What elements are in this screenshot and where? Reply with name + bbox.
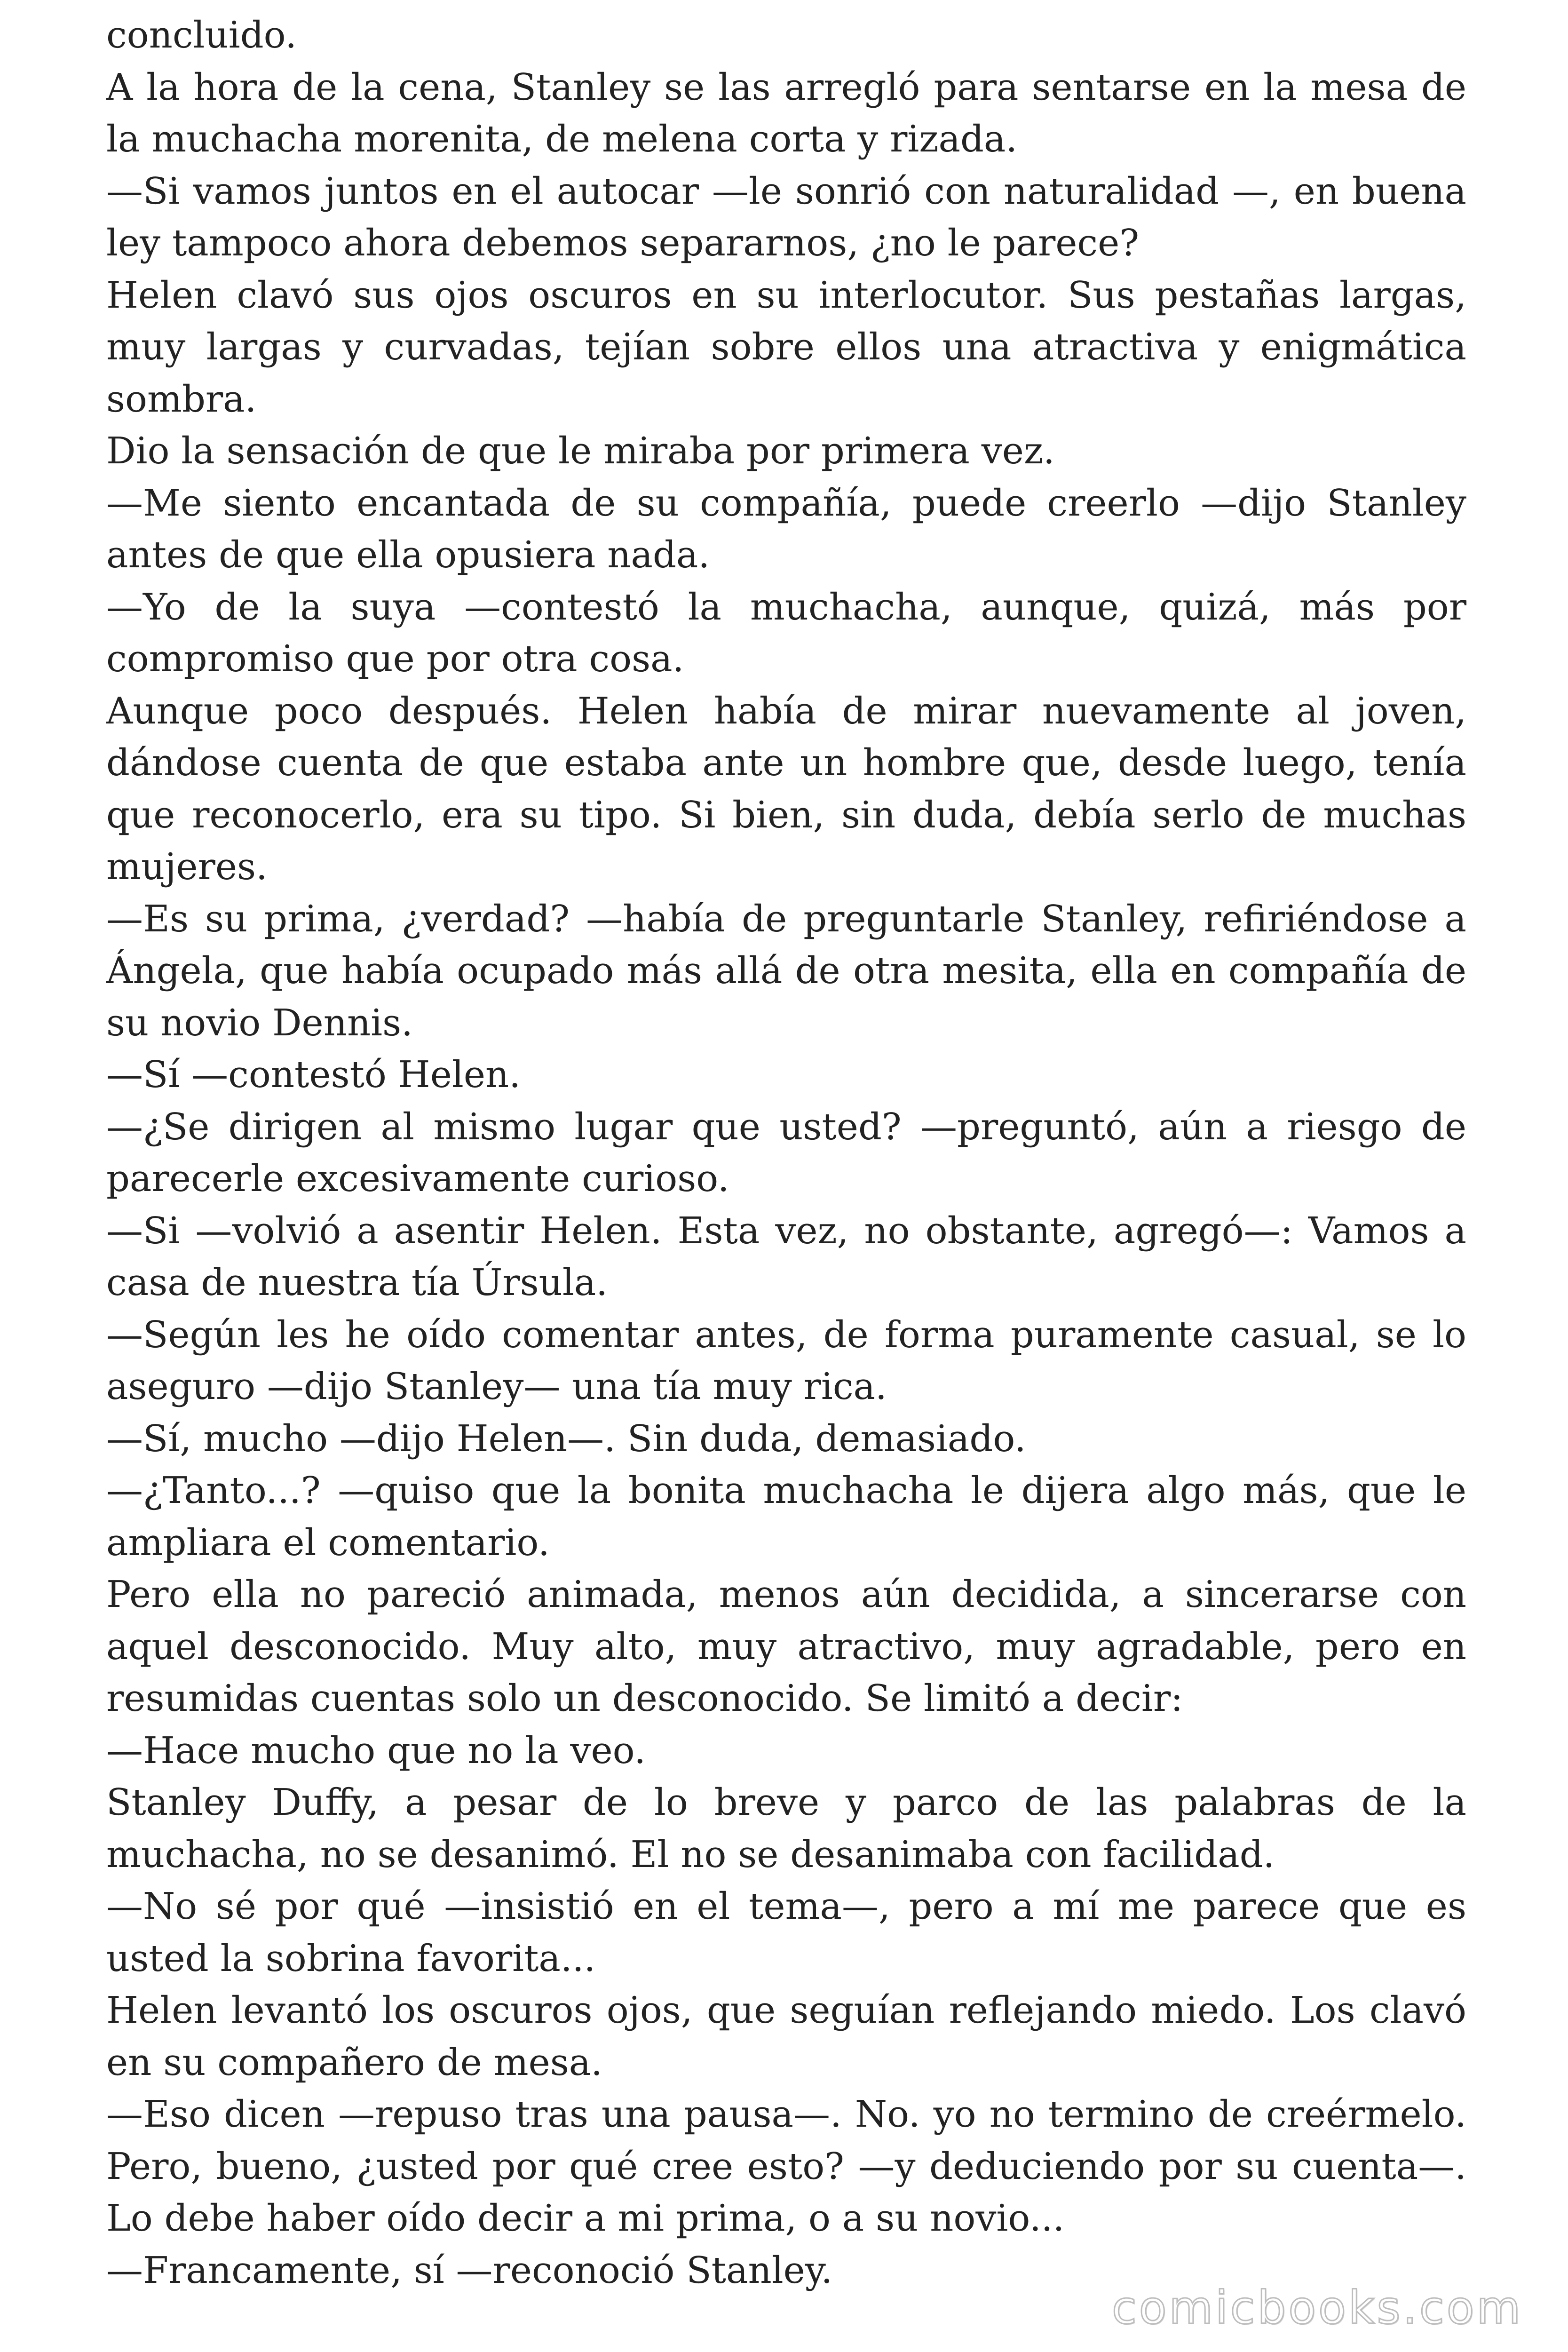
paragraph-15: —¿Tanto...? —quiso que la bonita muchacha le dijera algo más, que le ampliara el comentario. <box>106 1470 1466 1564</box>
paragraph-16: Pero ella no pareció animada, menos aún decidida, a sincerarse con aquel desconocido. Muy alto, muy atractivo, muy agradable, pero en resumidas cuentas solo un desconocido. Se limitó a decir: <box>106 1573 1466 1720</box>
paragraph-11: —¿Se dirigen al mismo lugar que usted? —preguntó, aún a riesgo de parecerle excesivamente curioso. <box>106 1105 1466 1200</box>
paragraph-6: —Me siento encantada de su compañía, puede creerlo —dijo Stanley antes de que ella opusiera nada. <box>106 482 1466 576</box>
paragraph-1: concluido. <box>106 14 297 56</box>
paragraph-20: Helen levantó los oscuros ojos, que seguían reflejando miedo. Los clavó en su compañero de mesa. <box>106 1989 1466 2084</box>
paragraph-2: A la hora de la cena, Stanley se las arregló para sentarse en la mesa de la muchacha morenita, de melena corta y rizada. <box>106 66 1466 160</box>
paragraph-10: —Sí —contestó Helen. <box>106 1054 521 1096</box>
paragraph-9: —Es su prima, ¿verdad? —había de preguntarle Stanley, refiriéndose a Ángela, que había ocupado más allá de otra mesita, ella en compañía de su novio Dennis. <box>106 898 1466 1044</box>
paragraph-18: Stanley Duffy, a pesar de lo breve y parco de las palabras de la muchacha, no se desanimó. El no se desanimaba con facilidad. <box>106 1781 1466 1876</box>
paragraph-17: —Hace mucho que no la veo. <box>106 1729 646 1772</box>
paragraph-8: Aunque poco después. Helen había de mirar nuevamente al joven, dándose cuenta de que estaba ante un hombre que, desde luego, tenía que reconocerlo, era su tipo. Si bien, sin duda, debía serlo de muchas mujeres. <box>106 690 1466 888</box>
paragraph-5: Dio la sensación de que le miraba por primera vez. <box>106 430 1055 472</box>
watermark: comicbooks.com <box>1111 2281 1523 2334</box>
paragraph-7: —Yo de la suya —contestó la muchacha, aunque, quizá, más por compromiso que por otra cosa. <box>106 586 1466 680</box>
paragraph-21: —Eso dicen —repuso tras una pausa—. No. yo no termino de creérmelo. Pero, bueno, ¿usted por qué cree esto? —y deduciendo por su cuenta—. Lo debe haber oído decir a mi prima, o a su novio... <box>106 2093 1466 2240</box>
page-text <box>106 9 1466 2296</box>
paragraph-13: —Según les he oído comentar antes, de forma puramente casual, se lo aseguro —dijo Stanley— una tía muy rica. <box>106 1313 1466 1408</box>
paragraph-22: —Francamente, sí —reconoció Stanley. <box>106 2249 833 2292</box>
paragraph-14: —Sí, mucho —dijo Helen—. Sin duda, demasiado. <box>106 1417 1026 1460</box>
paragraph-12: —Si —volvió a asentir Helen. Esta vez, no obstante, agregó—: Vamos a casa de nuestra tía Úrsula. <box>106 1209 1466 1304</box>
paragraph-19: —No sé por qué —insistió en el tema—, pero a mí me parece que es usted la sobrina favorita... <box>106 1885 1466 1980</box>
paragraph-3: —Si vamos juntos en el autocar —le sonrió con naturalidad —, en buena ley tampoco ahora debemos separarnos, ¿no le parece? <box>106 170 1466 264</box>
paragraph-4: Helen clavó sus ojos oscuros en su interlocutor. Sus pestañas largas, muy largas y curvadas, tejían sobre ellos una atractiva y enigmática sombra. <box>106 274 1466 421</box>
